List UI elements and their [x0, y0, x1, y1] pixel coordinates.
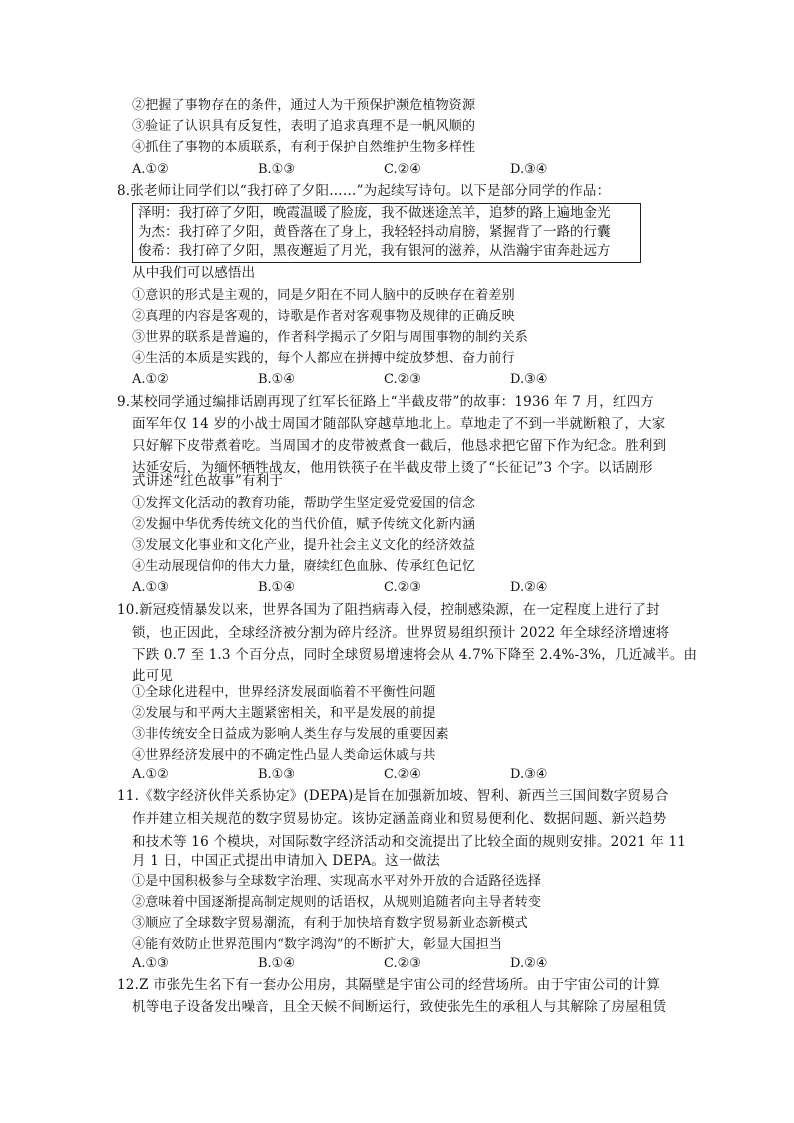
q8-lead: 从中我们可以感悟出 [132, 265, 256, 281]
q11-option-3: ③顺应了全球数字贸易潮流，有利于加快培育数字贸易新业态新模式 [132, 916, 529, 931]
q8-poem-1: 泽明：我打碎了夕阳，晚霞温暖了脸庞，我不做迷途羔羊，追梦的路上遍地金光 [138, 205, 611, 221]
q8-stem: 8.张老师让同学们以“我打碎了夕阳……”为起续写诗句。以下是部分同学的作品： [117, 183, 611, 199]
q10-choice-a[interactable]: A.①② [132, 767, 169, 782]
q9-stem-line-3: 只好解下皮带煮着吃。当周国才的皮带被煮食一截后，他恳求把它留下作为纪念。胜利到 [132, 438, 667, 454]
q12-stem-line-1: 12.Z 市张先生名下有一套办公用房，其隔壁是宇宙公司的经营场所。由于宇宙公司的计算 [117, 977, 661, 993]
q10-stem-line-2: 锁，也正因此，全球经济被分割为碎片经济。世界贸易组织预计 2022 年全球经济增速将 [132, 625, 670, 641]
q8-option-1: ①意识的形式是主观的，同是夕阳在不同人脑中的反映存在着差别 [132, 288, 515, 303]
q8-option-2: ②真理的内容是客观的，诗歌是作者对客观事物及规律的正确反映 [132, 309, 515, 324]
q7-choice-d[interactable]: D.③④ [510, 162, 548, 177]
q9-option-1: ①发挥文化活动的教育功能，帮助学生坚定爱党爱国的信念 [132, 496, 476, 511]
q9-stem-line-5: 式讲述“红色故事”有利于 [132, 473, 284, 489]
q7-option-3: ③验证了认识具有反复性，表明了追求真理不是一帆风顺的 [132, 119, 476, 134]
q7-choice-a[interactable]: A.①② [132, 162, 169, 177]
q7-option-2: ②把握了事物存在的条件，通过人为干预保护濒危植物资源 [132, 98, 476, 113]
q11-option-4: ④能有效防止世界范围内“数字鸿沟”的不断扩大，彰显大国担当 [132, 937, 503, 952]
q8-choice-d[interactable]: D.③④ [510, 372, 548, 387]
q10-option-3: ③非传统安全日益成为影响人类生存与发展的重要因素 [132, 727, 449, 742]
q8-poem-box [132, 203, 641, 263]
q9-choice-a[interactable]: A.①③ [132, 580, 169, 595]
q11-stem-line-1: 11.《数字经济伙伴关系协定》(DEPA)是旨在加强新加坡、智利、新西兰三国间数字贸易合 [117, 788, 669, 804]
q9-stem-line-1: 9.某校同学通过编排话剧再现了红军长征路上“半截皮带”的故事：1936 年 7 月，红四方 [117, 394, 655, 410]
q7-option-4: ④抓住了事物的本质联系，有利于保护自然维护生物多样性 [132, 140, 476, 155]
q11-option-1: ①是中国积极参与全球数字治理、实现高水平对外开放的合适路径选择 [132, 874, 542, 889]
q8-choice-c[interactable]: C.②③ [384, 372, 421, 387]
q10-option-1: ①全球化进程中，世界经济发展面临着不平衡性问题 [132, 685, 436, 700]
q8-poem-3: 俊希：我打碎了夕阳，黑夜邂逅了月光，我有银河的滋养，从浩瀚宇宙奔赴远方 [138, 243, 611, 259]
q10-stem-line-3: 下跌 0.7 至 1.3 个百分点，同时全球贸易增速将会从 4.7%下降至 2.4%-3%，几近减半。由 [132, 647, 698, 663]
q9-choice-d[interactable]: D.②④ [510, 580, 548, 595]
q8-poem-2: 为杰：我打碎了夕阳，黄昏落在了身上，我轻轻抖动肩膀，紧握背了一路的行囊 [138, 224, 611, 240]
q10-choice-c[interactable]: C.②④ [384, 767, 421, 782]
q11-choice-d[interactable]: D.②④ [510, 956, 548, 971]
q9-option-3: ③发展文化事业和文化产业，提升社会主义文化的经济效益 [132, 538, 476, 553]
q9-choice-b[interactable]: B.①④ [258, 580, 295, 595]
q12-stem-line-2: 机等电子设备发出噪音，且全天候不间断运行，致使张先生的承租人与其解除了房屋租赁 [132, 999, 667, 1015]
q9-option-4: ④生动展现信仰的伟大力量，赓续红色血脉、传承红色记忆 [132, 559, 476, 574]
q9-stem-line-4: 达延安后，为缅怀牺牲战友，他用铁筷子在半截皮带上烫了“长征记”3 个字。以话剧形 [132, 460, 653, 476]
q11-choice-a[interactable]: A.①③ [132, 956, 169, 971]
q11-stem-line-2: 作并建立相关规范的数字贸易协定。该协定涵盖商业和贸易便利化、数据问题、新兴趋势 [132, 811, 667, 827]
q11-choice-b[interactable]: B.①④ [258, 956, 295, 971]
q7-choice-c[interactable]: C.②④ [384, 162, 421, 177]
q8-option-4: ④生活的本质是实践的，每个人都应在拼搏中绽放梦想、奋力前行 [132, 351, 515, 366]
q9-choice-c[interactable]: C.②③ [384, 580, 421, 595]
q9-option-2: ②发掘中华优秀传统文化的当代价值，赋予传统文化新内涵 [132, 517, 476, 532]
q9-stem-line-2: 面军年仅 14 岁的小战士周国才随部队穿越草地北上。草地走了不到一半就断粮了，大家 [132, 416, 666, 432]
q8-choice-a[interactable]: A.①② [132, 372, 169, 387]
q10-stem-line-1: 10.新冠疫情暴发以来，世界各国为了阻挡病毒入侵，控制感染源，在一定程度上进行了封 [117, 602, 660, 618]
q8-choice-b[interactable]: B.①④ [258, 372, 295, 387]
q11-option-2: ②意味着中国逐渐提高制定规则的话语权，从规则追随者向主导者转变 [132, 895, 542, 910]
q11-stem-line-3: 和技术等 16 个模块，对国际数字经济活动和交流提出了比较全面的规则安排。2021 年 11 [132, 834, 687, 850]
q11-choice-c[interactable]: C.②③ [384, 956, 421, 971]
q8-option-3: ③世界的联系是普遍的，作者科学揭示了夕阳与周围事物的制约关系 [132, 330, 529, 345]
q7-choice-b[interactable]: B.①③ [258, 162, 295, 177]
q10-choice-b[interactable]: B.①③ [258, 767, 295, 782]
q10-stem-line-4: 此可见 [132, 668, 174, 684]
q10-option-4: ④世界经济发展中的不确定性凸显人类命运休戚与共 [132, 748, 436, 763]
q10-option-2: ②发展与和平两大主题紧密相关，和平是发展的前提 [132, 706, 436, 721]
q10-choice-d[interactable]: D.③④ [510, 767, 548, 782]
q11-stem-line-4: 月 1 日，中国正式提出申请加入 DEPA。这一做法 [132, 853, 440, 869]
